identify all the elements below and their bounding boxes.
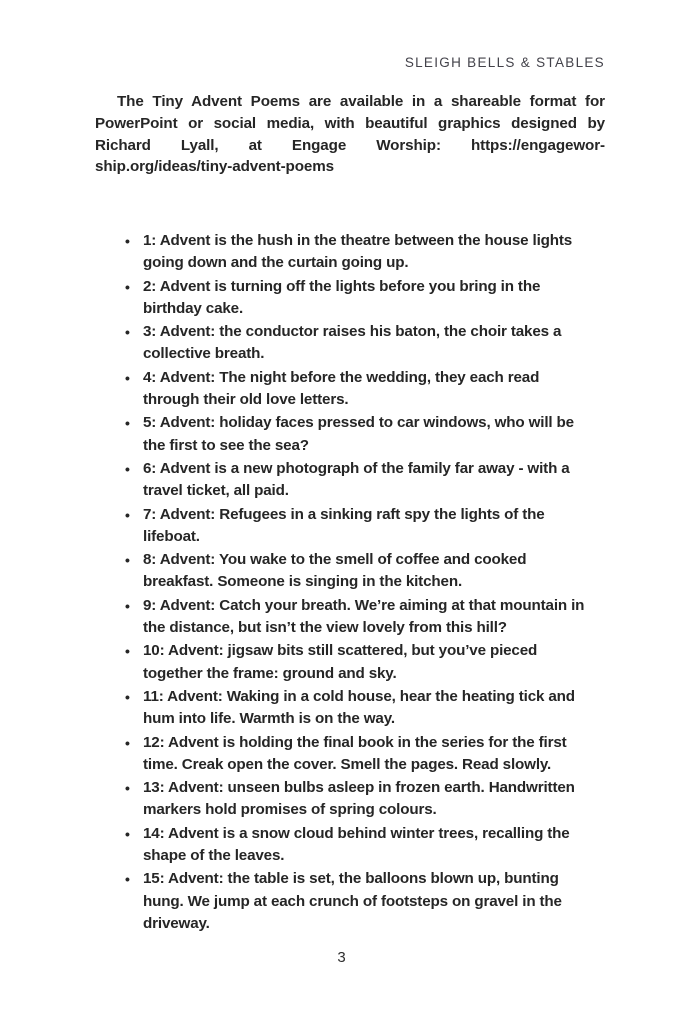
- poem-item: • 8: Advent: You wake to the smell of coffee and cooked breakfast. Someone is singing in the kitchen.: [125, 549, 595, 594]
- poem-item: • 4: Advent: The night before the wedding, they each read through their old love letters.: [125, 367, 595, 412]
- intro-paragraph: The Tiny Advent Poems are available in a shareable format for PowerPoint or social media, with beautiful graphics designed by Richard Lyall, at Engage Worship: https://engagewor-ship.org/ideas/tiny-advent-poems: [95, 93, 605, 176]
- poem-list: [125, 230, 595, 936]
- poem-item: • 14: Advent is a snow cloud behind winter trees, recalling the shape of the leaves.: [125, 823, 595, 868]
- poem-item: • 15: Advent: the table is set, the balloons blown up, bunting hung. We jump at each crunch of footsteps on gravel in the driveway.: [125, 868, 595, 935]
- poem-item: • 7: Advent: Refugees in a sinking raft spy the lights of the lifeboat.: [125, 504, 595, 549]
- poem-item: • 10: Advent: jigsaw bits still scattered, but you’ve pieced together the frame: ground and sky.: [125, 640, 595, 685]
- poem-item: • 3: Advent: the conductor raises his baton, the choir takes a collective breath.: [125, 321, 595, 366]
- running-header: SLEIGH BELLS & STABLES: [404, 55, 605, 70]
- page-number: 3: [337, 949, 346, 966]
- poem-item: • 5: Advent: holiday faces pressed to car windows, who will be the first to see the sea?: [125, 412, 595, 457]
- poem-item: • 6: Advent is a new photograph of the family far away - with a travel ticket, all paid.: [125, 458, 595, 503]
- poem-item: • 12: Advent is holding the final book in the series for the first time. Creak open the cover. Smell the pages. Read slowly.: [125, 732, 595, 777]
- poem-item: • 11: Advent: Waking in a cold house, hear the heating tick and hum into life. Warmth is on the way.: [125, 686, 595, 731]
- poem-item: • 1: Advent is the hush in the theatre between the house lights going down and the curtain going up.: [125, 230, 595, 275]
- poem-item: • 13: Advent: unseen bulbs asleep in frozen earth. Handwritten markers hold promises of spring colours.: [125, 777, 595, 822]
- poem-item: • 2: Advent is turning off the lights before you bring in the birthday cake.: [125, 276, 595, 321]
- poem-item: • 9: Advent: Catch your breath. We’re aiming at that mountain in the distance, but isn’t the view lovely from this hill?: [125, 595, 595, 640]
